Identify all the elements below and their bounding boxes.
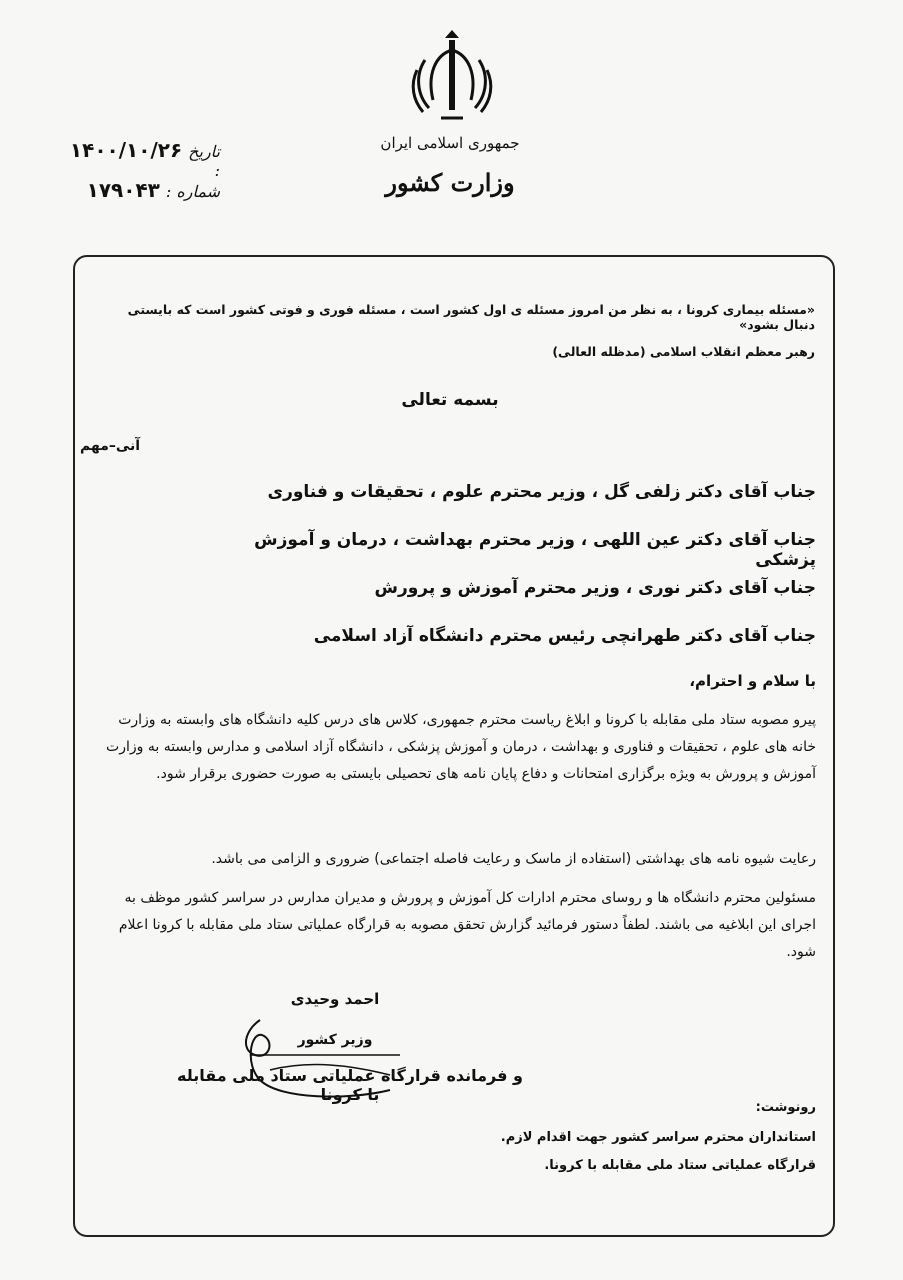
recipient-line: جناب آقای دکتر طهرانچی رئیس محترم دانشگاه آزاد اسلامی: [313, 626, 816, 646]
body-paragraph: رعایت شیوه نامه های بهداشتی (استفاده از ماسک و رعایت فاصله اجتماعی) ضروری و الزامی می باشد.: [211, 851, 816, 867]
date-row: [69, 138, 220, 180]
quote-author: رهبر معظم انقلاب اسلامی (مدظله العالی): [552, 344, 815, 359]
number-row: [80, 178, 220, 202]
greeting: با سلام و احترام،: [689, 672, 816, 690]
signer-role: و فرمانده قرارگاه عملیاتی ستاد ملی مقابله با کرونا: [177, 1066, 523, 1104]
priority-label: آنی–مهم: [80, 438, 141, 454]
recipient-line: جناب آقای دکتر زلفی گل ، وزیر محترم علوم ، تحقیقات و فناوری: [267, 482, 816, 502]
leader-quote: «مسئله بیماری کرونا ، به نظر من امروز مسئله ی اول کشور است ، مسئله فوری و فوتی کشور است که بایستی دنبال بشود»: [127, 302, 815, 332]
number-value: ۱۷۹۰۴۳: [86, 178, 160, 202]
number-label: شماره :: [165, 182, 220, 201]
republic-title: جمهوری اسلامی ایران: [380, 134, 520, 152]
ministry-title: وزارت کشور: [385, 168, 515, 197]
recipient-line: جناب آقای دکتر عین اللهی ، وزیر محترم بهداشت ، درمان و آموزش پزشکی: [254, 530, 816, 570]
body-paragraph: پیرو مصوبه ستاد ملی مقابله با کرونا و ابلاغ ریاست محترم جمهوری، کلاس های درس کلیه دانشگاه های وابسته به وزارت خانه های علوم ، تحقیقات و فناوری و بهداشت ، درمان و آموزش پزشکی ، دانشگاه آزاد اسلامی و مدارس وابسته به وزارت آموزش و پرورش به ویژه برگزاری امتحانات و دفاع پایان نامه های تحصیلی بایستی به صورت حضوری برقرار شود.: [106, 712, 816, 782]
bismillah-heading: بسمه تعالی: [401, 390, 499, 410]
date-label: تاریخ :: [188, 142, 220, 180]
cc-label: رونوشت:: [755, 1100, 816, 1115]
signer-title: وزیر کشور: [297, 1032, 373, 1048]
body-paragraph: مسئولین محترم دانشگاه ها و روسای محترم ادارات کل آموزش و پرورش و مدیران مدارس در سراسر کشور موظف به اجرای این ابلاغیه می باشند. لطفاً دستور فرمائید گزارش تحقق مصوبه به قرارگاه عملیاتی ستاد ملی مقابله با کرونا اعلام شود.: [118, 890, 816, 960]
iran-emblem-icon: [405, 30, 500, 130]
cc-item: استانداران محترم سراسر کشور جهت اقدام لازم.: [500, 1130, 816, 1145]
cc-item: قرارگاه عملیاتی ستاد ملی مقابله با کرونا.: [544, 1158, 816, 1173]
signer-name: احمد وحیدی: [290, 990, 380, 1008]
recipient-line: جناب آقای دکتر نوری ، وزیر محترم آموزش و پرورش: [374, 578, 816, 598]
date-value: ۱۴۰۰/۱۰/۲۶: [69, 138, 183, 162]
